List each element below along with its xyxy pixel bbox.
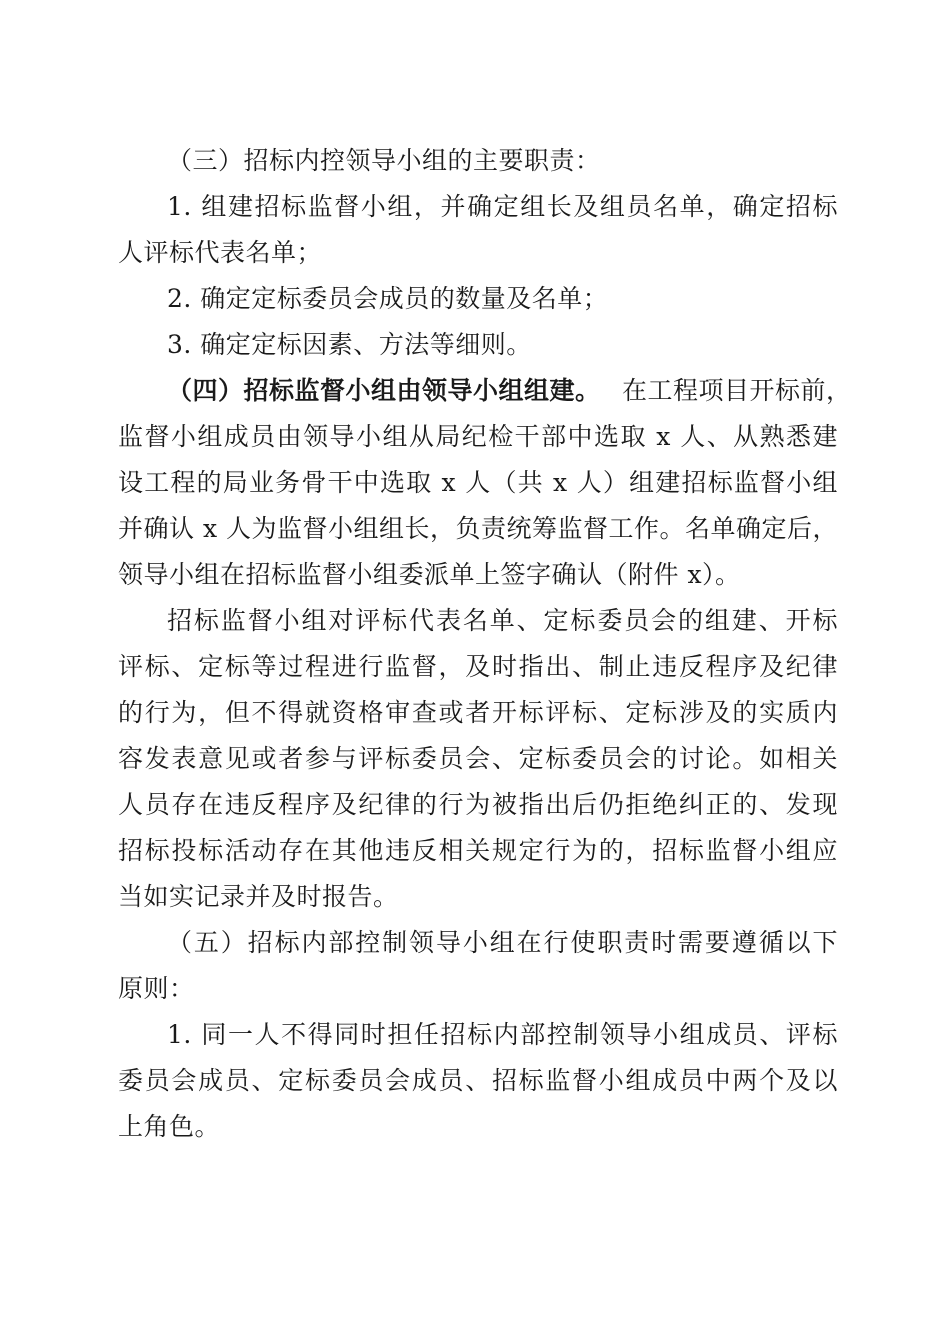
- paragraph-supervision-line-1: 招标监督小组对评标代表名单、定标委员会的组建、开标: [167, 606, 838, 635]
- paragraph-principle-1-line-2: 委员会成员、定标委员会成员、招标监督小组成员中两个及以: [118, 1066, 838, 1095]
- paragraph-section-4-start: 在工程项目开标前，: [622, 376, 852, 405]
- paragraph-item-3: 3. 确定定标因素、方法等细则。: [167, 330, 532, 359]
- paragraph-supervision-line-2: 评标、定标等过程进行监督，及时指出、制止违反程序及纪律: [118, 652, 838, 681]
- paragraph-supervision-line-3: 的行为，但不得就资格审查或者开标评标、定标涉及的实质内: [118, 698, 838, 727]
- paragraph-principle-1-line-3: 上角色。: [118, 1112, 221, 1141]
- heading-section-5: （五）招标内部控制领导小组在行使职责时需要遵循以下: [167, 928, 838, 957]
- paragraph-supervision-line-6: 招标投标活动存在其他违反相关规定行为的，招标监督小组应: [118, 836, 838, 865]
- paragraph-item-2: 2. 确定定标委员会成员的数量及名单；: [167, 284, 609, 313]
- paragraph-supervision-line-7: 当如实记录并及时报告。: [118, 882, 399, 911]
- heading-section-3: （三）招标内控领导小组的主要职责：: [167, 146, 601, 175]
- paragraph-section-4-line-3: 设工程的局业务骨干中选取 x 人（共 x 人）组建招标监督小组: [118, 468, 838, 497]
- paragraph-supervision-line-5: 人员存在违反程序及纪律的行为被指出后仍拒绝纠正的、发现: [118, 790, 838, 819]
- paragraph-section-4-line-2: 监督小组成员由领导小组从局纪检干部中选取 x 人、从熟悉建: [118, 422, 838, 451]
- paragraph-supervision-line-4: 容发表意见或者参与评标委员会、定标委员会的讨论。如相关: [118, 744, 838, 773]
- paragraph-principle-1: 1. 同一人不得同时担任招标内部控制领导小组成员、评标: [167, 1020, 838, 1049]
- heading-section-5-cont: 原则：: [118, 974, 195, 1003]
- paragraph-section-4-line-4: 并确认 x 人为监督小组组长，负责统筹监督工作。名单确定后，: [118, 514, 838, 543]
- heading-section-4: （四）招标监督小组由领导小组组建。: [167, 376, 601, 405]
- paragraph-section-4-line-5: 领导小组在招标监督小组委派单上签字确认（附件 x）。: [118, 560, 741, 589]
- paragraph-item-1-cont: 人评标代表名单；: [118, 238, 323, 267]
- paragraph-item-1: 1. 组建招标监督小组，并确定组长及组员名单，确定招标: [167, 192, 838, 221]
